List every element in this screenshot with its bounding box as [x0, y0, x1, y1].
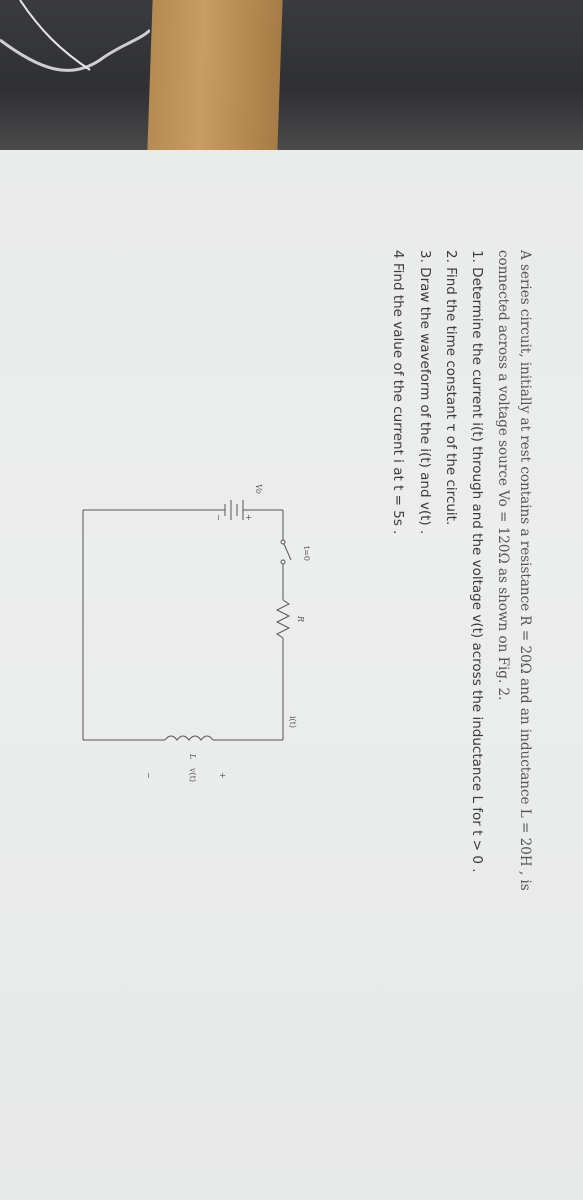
voltage-plus-label: + [218, 772, 227, 779]
resistor-symbol [277, 600, 289, 638]
voltage-minus-label: − [144, 772, 153, 779]
intro-line-2: connected across a voltage source Vo = 120Ω as shown on Fig. 2. [495, 250, 511, 701]
question-2: 2. Find the time constant τ of the circuit. [443, 250, 459, 526]
voltage-label: v(t) [188, 768, 197, 782]
inductor-label: L [188, 754, 197, 760]
intro-line-1: A series circuit, initially at rest contains a resistance R = 20Ω and an inductance L = 20H , is [517, 250, 533, 891]
problem-content [0, 250, 583, 1150]
desk-surface [147, 0, 282, 150]
source-label: Vo [254, 484, 263, 494]
source-minus-label: − [214, 514, 223, 521]
switch-blade [284, 544, 291, 560]
question-3: 3. Draw the waveform of the i(t) and v(t) . [417, 250, 433, 535]
circuit-schematic [43, 490, 323, 810]
resistor-label: R [296, 616, 305, 623]
current-label: i(t) [288, 716, 297, 729]
question-4: 4 Find the value of the current i at t = 5s . [390, 250, 406, 535]
switch-label: t=0 [302, 546, 311, 562]
switch-contact-1 [281, 540, 285, 544]
cable-background [0, 0, 150, 150]
switch-contact-2 [281, 560, 285, 564]
question-1: 1. Determine the current i(t) through and the voltage v(t) across the inductance L for t > 0 . [469, 250, 485, 873]
inductor-symbol [165, 736, 213, 740]
source-plus-label: + [244, 514, 253, 521]
rl-circuit-diagram [43, 484, 323, 810]
